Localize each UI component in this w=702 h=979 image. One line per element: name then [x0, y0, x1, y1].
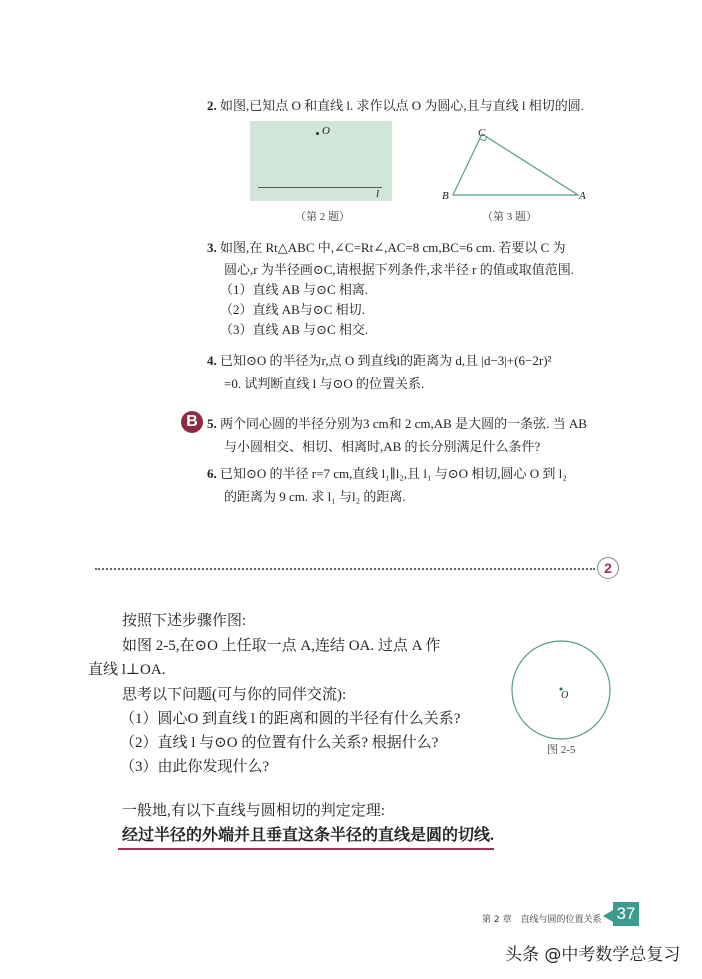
section-divider: [95, 568, 595, 570]
line-l: [258, 187, 382, 188]
problem-text: 已知⊙O 的半径为r,点 O 到直线l的距离为 d,且 |d−3|+(6−2r)²: [220, 353, 552, 368]
problem-number: 2.: [207, 98, 217, 113]
problem-number: 5.: [207, 416, 217, 431]
theorem-intro: 一般地,有以下直线与圆相切的判定定理:: [122, 803, 385, 819]
section-line-3: 直线 l⊥OA.: [88, 662, 166, 678]
section-line-4: 思考以下问题(可与你的同伴交流):: [122, 687, 347, 703]
vertex-c-label: C: [478, 127, 486, 139]
section-marker: 2: [597, 557, 619, 579]
problem-3: [207, 237, 566, 256]
figure-3-caption: （第 3 题）: [482, 211, 537, 223]
problem-6: [207, 463, 567, 482]
center-o-label: O: [561, 690, 569, 701]
point-o: [316, 132, 319, 135]
problem-number: 6.: [207, 466, 217, 481]
level-b-badge: B: [181, 411, 203, 433]
problem-5: [207, 413, 587, 432]
section-question-2: （2）直线 l 与⊙O 的位置有什么关系? 根据什么?: [120, 735, 439, 751]
problem-text: 如图,已知点 O 和直线 l. 求作以点 O 为圆心,且与直线 l 相切的圆.: [220, 98, 585, 113]
page-badge-pointer: [603, 910, 613, 922]
figure-2-5-caption: 图 2-5: [547, 744, 576, 756]
chapter-footer: 第 2 章 直线与圆的位置关系: [482, 915, 602, 925]
figure-2: [250, 121, 392, 201]
problem-4: [207, 350, 551, 369]
problem-text: 如图,在 Rt△ABC 中,∠C=Rt∠,AC=8 cm,BC=6 cm. 若要以 C 为: [220, 240, 566, 255]
vertex-b-label: B: [442, 190, 449, 202]
problem-text: 已知⊙O 的半径 r=7 cm,直线 l₁∥l₂,且 l₁ 与⊙O 相切,圆心 O 到 l₂: [220, 466, 567, 481]
tangent-theorem: 经过半径的外端并且垂直这条半径的直线是圆的切线.: [118, 822, 494, 850]
line-l-label: l: [376, 188, 380, 200]
point-o-label: O: [322, 125, 330, 137]
section-question-1: （1）圆心O 到直线 l 的距离和圆的半径有什么关系?: [120, 711, 461, 727]
problem-number: 4.: [207, 353, 217, 368]
page-number: 37: [613, 902, 639, 926]
problem-3-sub-3: （3）直线 AB 与⊙C 相交.: [220, 322, 369, 337]
problem-4-line2: =0. 试判断直线 l 与⊙O 的位置关系.: [224, 376, 425, 391]
problem-5-line2: 与小圆相交、相切、相离时,AB 的长分别满足什么条件?: [224, 439, 541, 454]
problem-3-sub-2: （2）直线 AB与⊙C 相切.: [220, 302, 365, 317]
problem-3-sub-1: （1）直线 AB 与⊙C 相离.: [220, 282, 369, 297]
watermark: 头条 @中考数学总复习: [505, 945, 681, 965]
section-line-1: 按照下述步骤作图:: [122, 613, 247, 629]
vertex-a-label: A: [579, 190, 586, 202]
figure-3-triangle: [430, 120, 600, 210]
problem-text: 两个同心圆的半径分别为3 cm和 2 cm,AB 是大圆的一条弦. 当 AB: [220, 416, 587, 431]
section-line-2: 如图 2-5,在⊙O 上任取一点 A,连结 OA. 过点 A 作: [122, 638, 441, 654]
problem-6-line2: 的距离为 9 cm. 求 l₁ 与l₂ 的距离.: [224, 489, 406, 504]
figure-2-caption: （第 2 题）: [295, 211, 350, 223]
problem-number: 3.: [207, 240, 217, 255]
problem-3-line2: 圆心,r 为半径画⊙C,请根据下列条件,求半径 r 的值或取值范围.: [224, 262, 574, 277]
section-question-3: （3）由此你发现什么?: [120, 759, 270, 775]
problem-2: [207, 95, 584, 114]
